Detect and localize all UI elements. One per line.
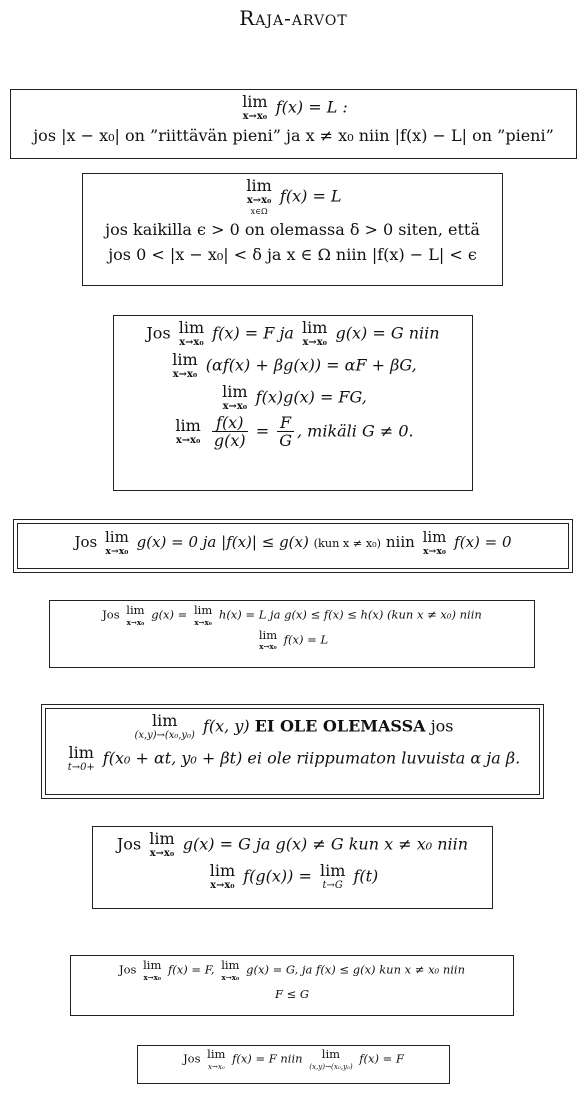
squeeze-theorem-box — [49, 600, 535, 668]
squeeze-zero-box — [13, 519, 573, 573]
sum-rule: lim x→x₀ (αf(x) + βg(x)) = αF + βG, — [172, 349, 417, 380]
squeeze-zero-statement: Jos lim x→x₀ g(x) = 0 ja |f(x)| ≤ g(x) (kun x ≠ x₀) niin lim x→x₀ f(x) = 0 — [74, 528, 512, 557]
nonexistence-box — [41, 704, 544, 799]
rules-premise: Jos lim x→x₀ f(x) = F ja lim x→x₀ g(x) = G niin — [146, 318, 440, 348]
limit-rules-box — [113, 315, 473, 491]
limit-expression — [83, 178, 502, 216]
restriction-box — [137, 1045, 450, 1084]
nonexistence-claim: lim (x,y)→(x₀,y₀) f(x, y) EI OLE OLEMASSA jos — [134, 711, 454, 741]
nonexistence-condition: lim t→0+ f(x₀ + αt, y₀ + βt) ei ole riippumaton luvuista α ja β. — [67, 742, 521, 773]
limit-expression — [11, 94, 576, 122]
order-preservation-box — [70, 955, 514, 1016]
epsilon-condition: jos kaikilla ϵ > 0 on olemassa δ > 0 siten, että — [105, 219, 480, 239]
quotient-rule: lim x→x₀ $\frac{f(x)}{g(x)}$ = $\frac{F}{G}$ , mikäli G ≠ 0. — [175, 412, 414, 451]
page-title: Raja-arvot — [239, 6, 348, 30]
delta-condition: jos 0 < |x − x₀| < δ ja x ∈ Ω niin |f(x) − L| < ϵ — [108, 244, 477, 264]
limit-rhs: f(x) = L : — [275, 97, 348, 117]
limit-rhs: f(x) = L — [279, 186, 342, 206]
limit-operator: lim x→x₀ — [242, 92, 268, 122]
composition-premise: Jos lim x→x₀ g(x) = G ja g(x) ≠ G kun x ≠ x₀ niin — [116, 829, 469, 859]
limit-operator: lim x→x₀ x∈Ω — [246, 176, 272, 216]
composition-rule-box — [92, 826, 493, 909]
restriction-statement: Jos lim x→x₀ f(x) = F niin lim (x,y)→(x₀,y₀) f(x) = F — [183, 1047, 404, 1071]
product-rule: lim x→x₀ f(x)g(x) = FG, — [222, 381, 367, 412]
order-conclusion: F ≤ G — [274, 986, 310, 1001]
composition-conclusion: lim x→x₀ f(g(x)) = lim t→G f(t) — [209, 860, 379, 891]
informal-condition: jos |x − x₀| on ”riittävän pieni” ja x ≠ x₀ niin |f(x) − L| on ”pieni” — [33, 125, 554, 145]
definition-informal-box — [10, 89, 577, 159]
order-premise: Jos lim x→x₀ f(x) = F, lim x→x₀ g(x) = G, ja f(x) ≤ g(x) kun x ≠ x₀ niin — [119, 958, 465, 982]
definition-epsilon-delta-box — [82, 173, 503, 286]
squeeze-conclusion: lim x→x₀ f(x) = L — [258, 627, 329, 652]
squeeze-premise: Jos lim x→x₀ g(x) = lim x→x₀ h(x) = L ja g(x) ≤ f(x) ≤ h(x) (kun x ≠ x₀) niin — [102, 603, 482, 627]
